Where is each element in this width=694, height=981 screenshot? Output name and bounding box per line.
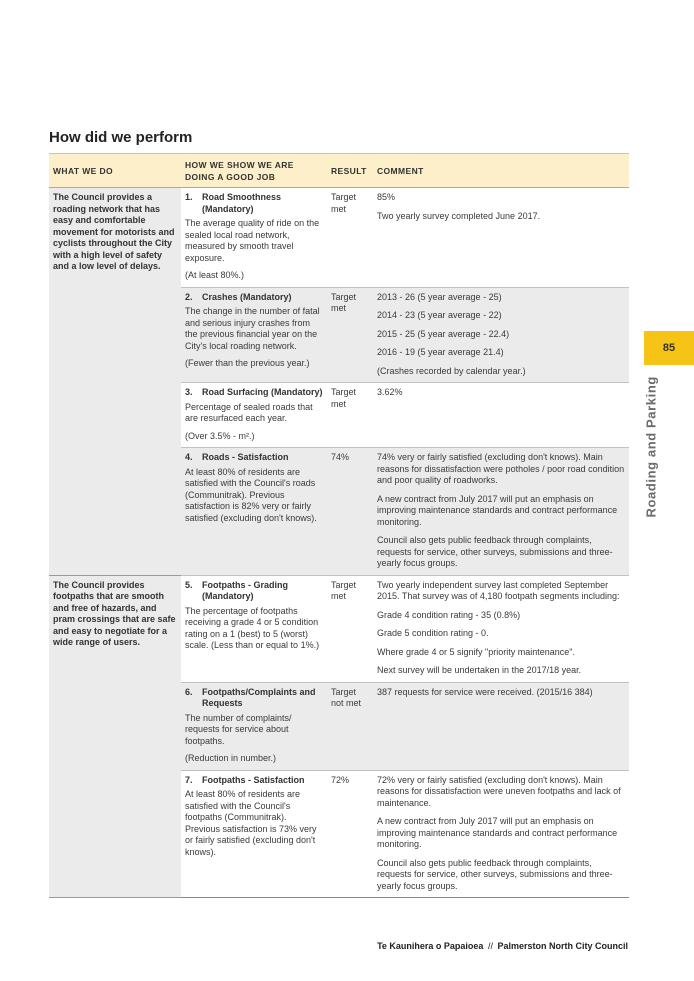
measure-cell <box>181 682 327 770</box>
what-we-do-roading: The Council provides a roading network that has easy and comfortable movement for motorists and cyclists throughout the City with a high level of safety and a low level of delays. <box>49 188 181 576</box>
comment-cell <box>373 287 629 383</box>
comment-text: 74% very or fairly satisfied (excluding don't knows). Main reasons for dissatisfaction were potholes / poor road condition and poor quality of roadworks. <box>377 452 625 485</box>
measure-cell <box>181 188 327 288</box>
table-row <box>49 575 629 682</box>
measure-target: (At least 80%.) <box>185 270 245 280</box>
measure-cell <box>181 575 327 682</box>
measure-description: The percentage of footpaths receiving a grade 4 or 5 condition rating on a 1 (best) to 5 (worst) scale. (Less than or equal to 1%.) <box>185 605 320 650</box>
comment-text: Next survey will be undertaken in the 2017/18 year. <box>377 665 582 675</box>
measure-title: Road Surfacing (Mandatory) <box>202 387 323 397</box>
measure-cell <box>181 287 327 383</box>
measure-title: Road Smoothness (Mandatory) <box>202 192 282 214</box>
measure-title: Footpaths/Complaints and Requests <box>202 686 316 708</box>
measure-title: Crashes (Mandatory) <box>202 291 292 302</box>
comment-text: 2016 - 19 (5 year average 21.4) <box>377 347 504 357</box>
footer-right: Palmerston North City Council <box>497 941 628 951</box>
result-cell: Target met <box>327 188 373 288</box>
measure-target: (Fewer than the previous year.) <box>185 358 310 368</box>
measure-description: Percentage of sealed roads that are resurfaced each year. <box>185 401 313 423</box>
result-cell: 74% <box>327 448 373 576</box>
measure-number: 6. <box>185 686 193 697</box>
comment-text: Two yearly survey completed June 2017. <box>377 210 541 221</box>
comment-text: Two yearly independent survey last completed September 2015. That survey was of 4,180 footpath segments including: <box>377 579 620 601</box>
comment-text: 72% very or fairly satisfied (excluding don't knows). Main reasons for dissatisfaction were uneven footpaths and lack of maintenance. <box>377 774 621 808</box>
comment-text: Council also gets public feedback through complaints, requests for service, other surveys, submissions and three-yearly focus groups. <box>377 535 613 568</box>
comment-cell <box>373 448 629 576</box>
measure-number: 5. <box>185 579 193 590</box>
comment-text: Grade 4 condition rating - 35 (0.8%) <box>377 609 521 620</box>
col-header-what: WHAT WE DO <box>49 154 181 188</box>
section-label-text: Roading and Parking <box>643 376 659 518</box>
comment-text: (Crashes recorded by calendar year.) <box>377 365 526 376</box>
comment-text: Council also gets public feedback through complaints, requests for service, other surveys, submissions and three-yearly focus groups. <box>377 857 613 891</box>
measure-description: The average quality of ride on the sealed local road network, measured by smooth travel exposure. <box>185 218 320 263</box>
result-cell: Target met <box>327 575 373 682</box>
measure-title: Footpaths - Grading (Mandatory) <box>202 579 288 601</box>
comment-text: A new contract from July 2017 will put an emphasis on improving maintenance standards and contract performance monitoring. <box>377 493 618 527</box>
comment-cell <box>373 575 629 682</box>
measure-number: 1. <box>185 192 193 202</box>
measure-number: 4. <box>185 452 193 462</box>
page-heading: How did we perform <box>49 129 193 146</box>
measure-target: (Over 3.5% - m².) <box>185 430 255 441</box>
result-cell: Target met <box>327 383 373 448</box>
comment-text: 2014 - 23 (5 year average - 22) <box>377 310 502 320</box>
footer-separator: // <box>487 941 493 951</box>
comment-text: Where grade 4 or 5 signify "priority maintenance". <box>377 646 575 657</box>
measure-cell <box>181 383 327 448</box>
comment-text: 85% <box>377 192 396 202</box>
col-header-how: HOW WE SHOW WE ARE DOING A GOOD JOB <box>181 154 327 188</box>
comment-cell <box>373 383 629 448</box>
comment-text: 387 requests for service were received. (2015/16 384) <box>377 686 593 697</box>
measure-title: Roads - Satisfaction <box>202 452 289 462</box>
table-row <box>49 188 629 288</box>
measure-description: At least 80% of residents are satisfied with the Council's footpaths (Communitrak). Previous satisfaction is 73% very or fairly satisfied (excluding don't knows). <box>185 789 317 857</box>
comment-text: 2013 - 26 (5 year average - 25) <box>377 291 502 302</box>
footer-left: Te Kaunihera o Papaioea <box>377 941 484 951</box>
measure-cell <box>181 770 327 898</box>
comment-cell <box>373 188 629 288</box>
section-label <box>636 376 666 518</box>
measure-description: The change in the number of fatal and serious injury crashes from the previous financial year on the City's local roading network. <box>185 306 320 351</box>
performance-table <box>49 153 629 898</box>
col-header-comment: COMMENT <box>373 154 629 188</box>
measure-number: 2. <box>185 291 193 302</box>
comment-cell <box>373 770 629 898</box>
comment-text: 2015 - 25 (5 year average - 22.4) <box>377 328 510 339</box>
result-cell: Target not met <box>327 682 373 770</box>
measure-description: At least 80% of residents are satisfied with the Council's roads (Communitrak). Previous satisfaction is 82% very or fairly satisfied (excluding don't knows). <box>185 466 317 523</box>
page-number-tab: 85 <box>644 331 694 365</box>
measure-target: (Reduction in number.) <box>185 753 277 763</box>
page-footer <box>377 941 628 951</box>
measure-cell <box>181 448 327 576</box>
measure-number: 7. <box>185 774 193 785</box>
measure-number: 3. <box>185 387 193 397</box>
result-cell: 72% <box>327 770 373 898</box>
col-header-result: RESULT <box>327 154 373 188</box>
result-cell: Target met <box>327 287 373 383</box>
comment-text: A new contract from July 2017 will put an emphasis on improving maintenance standards and contract performance monitoring. <box>377 816 618 849</box>
comment-text: Grade 5 condition rating - 0. <box>377 628 489 638</box>
comment-cell <box>373 682 629 770</box>
measure-title: Footpaths - Satisfaction <box>202 774 305 785</box>
table-header-row <box>49 154 629 188</box>
measure-description: The number of complaints/ requests for service about footpaths. <box>185 712 292 746</box>
what-we-do-footpaths: The Council provides footpaths that are smooth and free of hazards, and pram crossings that are safe and easy to negotiate for a wide range of users. <box>49 575 181 898</box>
comment-text: 3.62% <box>377 387 403 397</box>
